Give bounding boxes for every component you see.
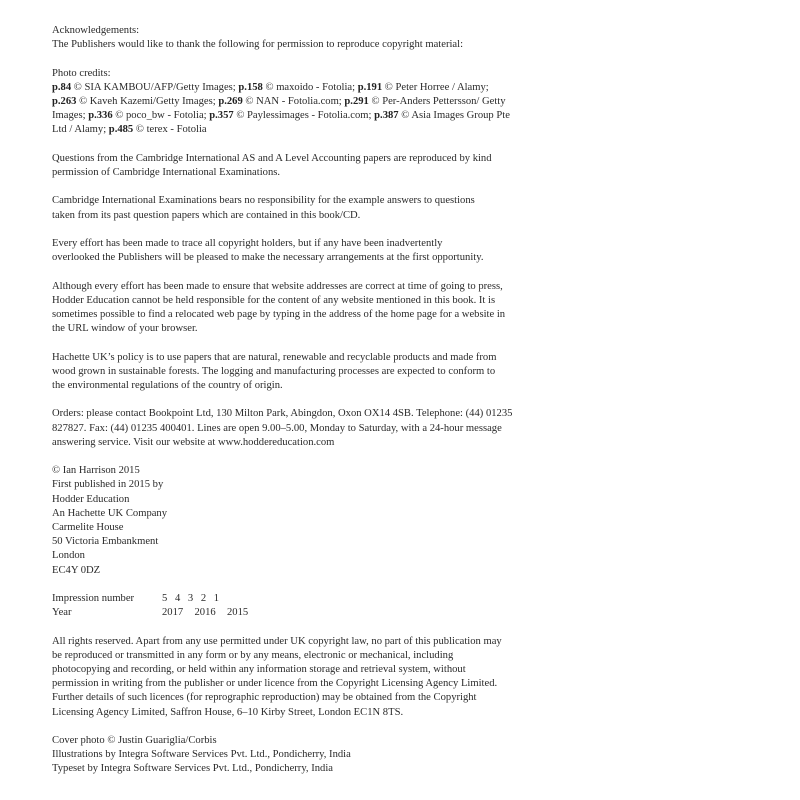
credit-page-ref: p.387 [374, 110, 399, 122]
credit-text: © maxoido - Fotolia; [262, 81, 358, 93]
credit-text: © Paylessimages - Fotolia.com; [233, 110, 375, 122]
credit-text: © Per-Anders Pettersson/ Getty Images; [52, 96, 506, 122]
publisher-name: Hodder Education [52, 493, 130, 505]
copyright-effort-paragraph: Every effort has been made to trace all copyright holders, but if any have been inadvertently overlooked the Publishers will be pleased to make the necessary arrangements at the first opportunity. [52, 237, 484, 264]
rights-paragraph: All rights reserved. Apart from any use permitted under UK copyright law, no part of this publication may be reproduced or transmitted in any form or by any means, electronic or mechanical, including photocopying and recording, or held within any information storage and retrieval system, without permission in writing from the publisher or under licence from the Copyright Licensing Agency Limited. Further details of such licences (for reprographic reproduction) may be obtained from the Copyright Licensing Agency Limited, Saffron House, 6–10 Kirby Street, London EC1N 8TS. [52, 635, 502, 718]
impression-number-label: Impression number [52, 592, 135, 604]
year-label: Year [52, 607, 72, 619]
credit-page-ref: p.191 [357, 81, 383, 93]
credit-text: © NAN - Fotolia.com; [242, 96, 345, 107]
year-value: 2017 2016 2015 [162, 607, 249, 619]
copyright-holder: © Ian Harrison 2015 [52, 465, 140, 477]
cover-photo-credit: Cover photo © Justin Guariglia/Corbis [52, 734, 217, 746]
credit-page-ref: p.336 [88, 110, 113, 122]
acknowledgements-intro: The Publishers would like to thank the following for permission to reproduce copyright material: [52, 39, 464, 51]
address-postcode: EC4Y 0DZ [52, 564, 101, 576]
credit-page-ref: p.291 [344, 96, 369, 107]
photo-credits-heading: Photo credits: [52, 67, 111, 79]
credit-text: © Kaveh Kazemi/Getty Images; [76, 96, 219, 107]
credit-text: © Asia Images Group Pte Ltd / Alamy; [52, 110, 510, 136]
credit-page-ref: p.158 [238, 81, 263, 93]
credit-page-ref: p.84 [52, 81, 72, 93]
address-city: London [52, 550, 85, 562]
credit-text: © SIA KAMBOU/AFP/Getty Images; [71, 81, 239, 93]
credit-text: © terex - Fotolia [133, 124, 207, 136]
credit-text: © Peter Horree / Alamy; [382, 81, 489, 93]
photo-credits-list [52, 81, 514, 138]
impression-table [52, 592, 522, 620]
address-line-2: 50 Victoria Embankment [52, 536, 159, 548]
acknowledgements-heading: Acknowledgements: [52, 25, 140, 36]
publisher-info [52, 464, 522, 578]
impression-number-value: 5 4 3 2 1 [162, 592, 220, 604]
website-disclaimer-paragraph: Although every effort has been made to ensure that website addresses are correct at time of going to press, Hodder Education cannot be held responsible for the content of any website mentioned in this book. It is sometimes possible to find a relocated web page by typing in the address of the home page for a website in the URL window of your browser. [52, 280, 506, 335]
copyright-page [52, 24, 522, 777]
cambridge-permission-paragraph: Questions from the Cambridge International AS and A Level Accounting papers are reproduced by kind permission of Cambridge International Examinations. [52, 152, 492, 178]
credit-page-ref: p.485 [108, 124, 134, 136]
credit-page-ref: p.263 [52, 96, 77, 107]
photo-credits-section [52, 67, 522, 138]
credit-page-ref: p.357 [209, 110, 234, 122]
typeset-credit: Typeset by Integra Software Services Pvt. Ltd., Pondicherry, India [52, 763, 333, 775]
orders-paragraph: Orders: please contact Bookpoint Ltd, 130 Milton Park, Abingdon, Oxon OX14 4SB. Telephone: (44) 01235 827827. Fax: (44) 01235 400401. Lines are open 9.00–5.00, Monday to Saturday, with a 24-hour message answering service. Visit our website at www.hoddereducation.com [52, 408, 513, 448]
credit-text: © poco_bw - Fotolia; [112, 110, 210, 122]
cambridge-disclaimer-paragraph: Cambridge International Examinations bears no responsibility for the example answers to questions taken from its past question papers which are contained in this book/CD. [52, 195, 475, 221]
illustrations-credit: Illustrations by Integra Software Services Pvt. Ltd., Pondicherry, India [52, 749, 351, 761]
production-credits [52, 734, 522, 777]
address-line-1: Carmelite House [52, 521, 124, 533]
acknowledgements-section [52, 24, 522, 52]
first-published: First published in 2015 by [52, 479, 164, 491]
credit-page-ref: p.269 [218, 96, 243, 107]
publisher-parent: An Hachette UK Company [52, 507, 168, 519]
paper-policy-paragraph: Hachette UK’s policy is to use papers that are natural, renewable and recyclable products and made from wood grown in sustainable forests. The logging and manufacturing processes are expected to conform to the environmental regulations of the country of origin. [52, 351, 497, 391]
